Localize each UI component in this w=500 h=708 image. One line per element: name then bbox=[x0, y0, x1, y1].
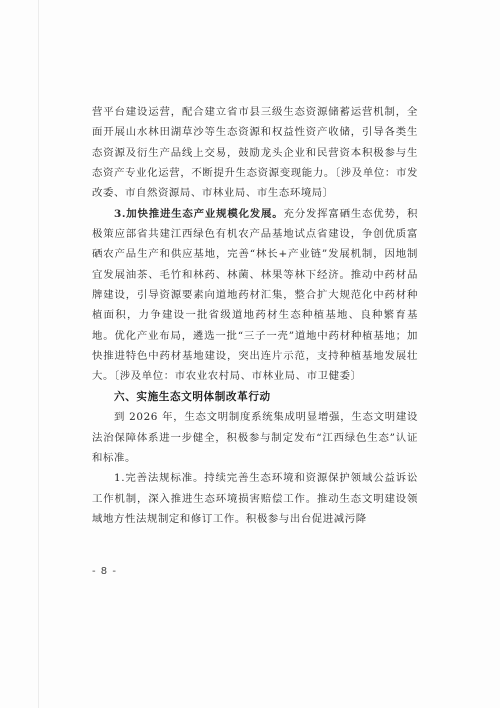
paragraph-item-3 bbox=[92, 204, 418, 387]
paragraph-item-1: 1.完善法规标准。持续完善生态环境和资源保护领域公益诉讼工作机制，深入推进生态环境损害赔偿工作。推动生态文明建设领域地方性法规制定和修订工作。积极参与出台促进减污降 bbox=[92, 472, 418, 525]
document-body bbox=[92, 102, 418, 529]
item-3-lead: 3.加快推进生态产业规模化发展。 bbox=[114, 207, 284, 220]
paragraph-continuation: 营平台建设运营，配合建立省市县三级生态资源储蓄运营机制，全面开展山水林田湖草沙等生态资源和权益性资产收储，引导各类生态资源及衍生产品线上交易，鼓励龙头企业和民营资本积极参与生态资产专业化运营，不断提升生态资源变现能力。〔涉及单位：市发改委、市自然资源局、市林业局、市生态环境局〕 bbox=[92, 106, 418, 200]
page-number: - 8 - bbox=[92, 566, 117, 577]
item-3-text: 充分发挥富硒生态优势，积极策应部省共建江西绿色有机农产品基地试点省建设，争创优质富硒农产品生产和供应基地，完善“林长+产业链”发展机制，因地制宜发展油茶、毛竹和林药、林菌、林果等林下经济。推动中药材品牌建设，引导资源要素向道地药材汇集，整合扩大规范化中药材种植面积，力争建设一批省级道地药材生态种植基地、良种繁育基地。优化产业布局，遴选一批“三子一壳”道地中药材种植基地；加快推进特色中药材基地建设，突出连片示范，支持种植基地发展壮大。〔涉及单位：市农业农村局、市林业局、市卫健委〕 bbox=[92, 207, 418, 383]
page-edge-line bbox=[38, 0, 39, 708]
section-heading-6: 六、实施生态文明体制改革行动 bbox=[114, 390, 271, 403]
paragraph-section-intro: 到 2026 年，生态文明制度系统集成明显增强，生态文明建设法治保障体系进一步健全，积极参与制定发布“江西绿色生态”认证和标准。 bbox=[92, 411, 418, 464]
